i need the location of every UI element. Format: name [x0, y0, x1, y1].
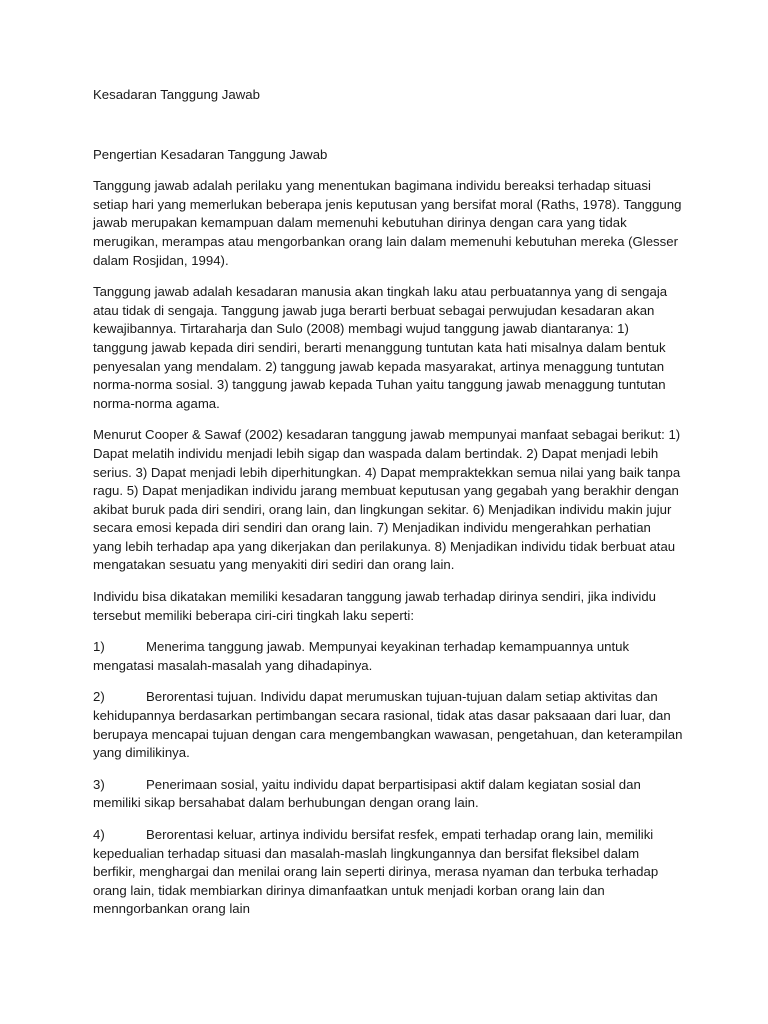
list-number: 3) [93, 776, 105, 792]
list-number: 4) [93, 827, 105, 842]
list-text: Berorentasi keluar, artinya individu bersifat resfek, empati terhadap orang lain, memiliki kepedualian terhadap situasi dan masalah-maslah lingkungannya dan bersifat fleksibel dalam berfikir, menghargai dan menilai orang lain seperti dirinya, merasa nyaman dan terbuka terhadap orang lain, tidak membiarkan dirinya dimanfaatkan untuk menjadi korban orang lain dan menngorbankan orang lain [93, 827, 659, 917]
list-text: Berorentasi tujuan. Individu dapat merumuskan tujuan-tujuan dalam setiap aktivitas dan kehidupannya berdasarkan pertimbangan secara rasional, tidak atas dasar paksaaan dari luar, dan berupaya mencapai tujuan dengan cara mengembangkan wawasan, pengetahuan, dan keterampilan yang dimilikinya. [93, 689, 683, 761]
list-item [93, 826, 683, 919]
list-item [93, 688, 683, 762]
list-item [93, 776, 683, 813]
paragraph-definition: Tanggung jawab adalah perilaku yang menentukan bagimana individu bereaksi terhadap situasi setiap hari yang memerlukan beberapa jenis keputusan yang bersifat moral (Raths, 1978). Tanggung jawab merupakan kemampuan dalam memenuhi kebutuhan dirinya dengan cara yang tidak merugikan, merampas atau mengorbankan orang lain dalam memenuhi kebutuhan mereka (Glesser dalam Rosjidan, 1994). [93, 178, 682, 268]
paragraph-awareness: Tanggung jawab adalah kesadaran manusia akan tingkah laku atau perbuatannya yang di sengaja atau tidak di sengaja. Tanggung jawab juga berarti berbuat sebagai perwujudan kesadaran akan kewajibannya. Tirtaraharja dan Sulo (2008) membagi wujud tanggung jawab diantaranya: 1) tanggung jawab kepada diri sendiri, berarti menanggung tuntutan kata hati misalnya dalam bentuk penyesalan yang mendalam. 2) tanggung jawab kepada masyarakat, artinya menaggung tuntutan norma-norma sosial. 3) tanggung jawab kepada Tuhan yaitu tanggung jawab menaggung tuntutan norma-norma agama. [93, 284, 668, 411]
document-body [93, 86, 683, 919]
section-heading: Pengertian Kesadaran Tanggung Jawab [93, 146, 328, 162]
list-text: Menerima tanggung jawab. Mempunyai keyakinan terhadap kemampuannya untuk mengatasi masalah-masalah yang dihadapinya. [93, 639, 630, 673]
paragraph-characteristics-intro: Individu bisa dikatakan memiliki kesadaran tanggung jawab terhadap dirinya sendiri, jika individu tersebut memiliki beberapa ciri-ciri tingkah laku seperti: [93, 589, 656, 623]
list-number: 2) [93, 689, 105, 705]
list-number: 1) [93, 639, 105, 655]
list-text: Penerimaan sosial, yaitu individu dapat berpartisipasi aktif dalam kegiatan sosial dan memiliki sikap bersahabat dalam berhubungan dengan orang lain. [93, 776, 641, 811]
document-title: Kesadaran Tanggung Jawab [93, 87, 260, 102]
paragraph-benefits: Menurut Cooper & Sawaf (2002) kesadaran tanggung jawab mempunyai manfaat sebagai berikut: 1) Dapat melatih individu menjadi lebih sigap dan waspada dalam bertindak. 2) Dapat menjadi lebih serius. 3) Dapat menjadi lebih diperhitungkan. 4) Dapat mempraktekkan semua nilai yang baik tanpa ragu. 5) Dapat menjadikan individu jarang membuat keputusan yang gegabah yang berakhir dengan akibat buruk pada diri sendiri, orang lain, dan lingkungan sekitar. 6) Menjadikan individu makin jujur secara emosi kepada diri sendiri dan orang lain. 7) Menjadikan individu mengerahkan perhatian yang lebih terhadap apa yang dikerjakan dan perilakunya. 8) Menjadikan individu tidak berbuat atau mengatakan sesuatu yang menyakiti diri sediri dan orang lain. [93, 427, 681, 573]
list-item [93, 638, 683, 675]
